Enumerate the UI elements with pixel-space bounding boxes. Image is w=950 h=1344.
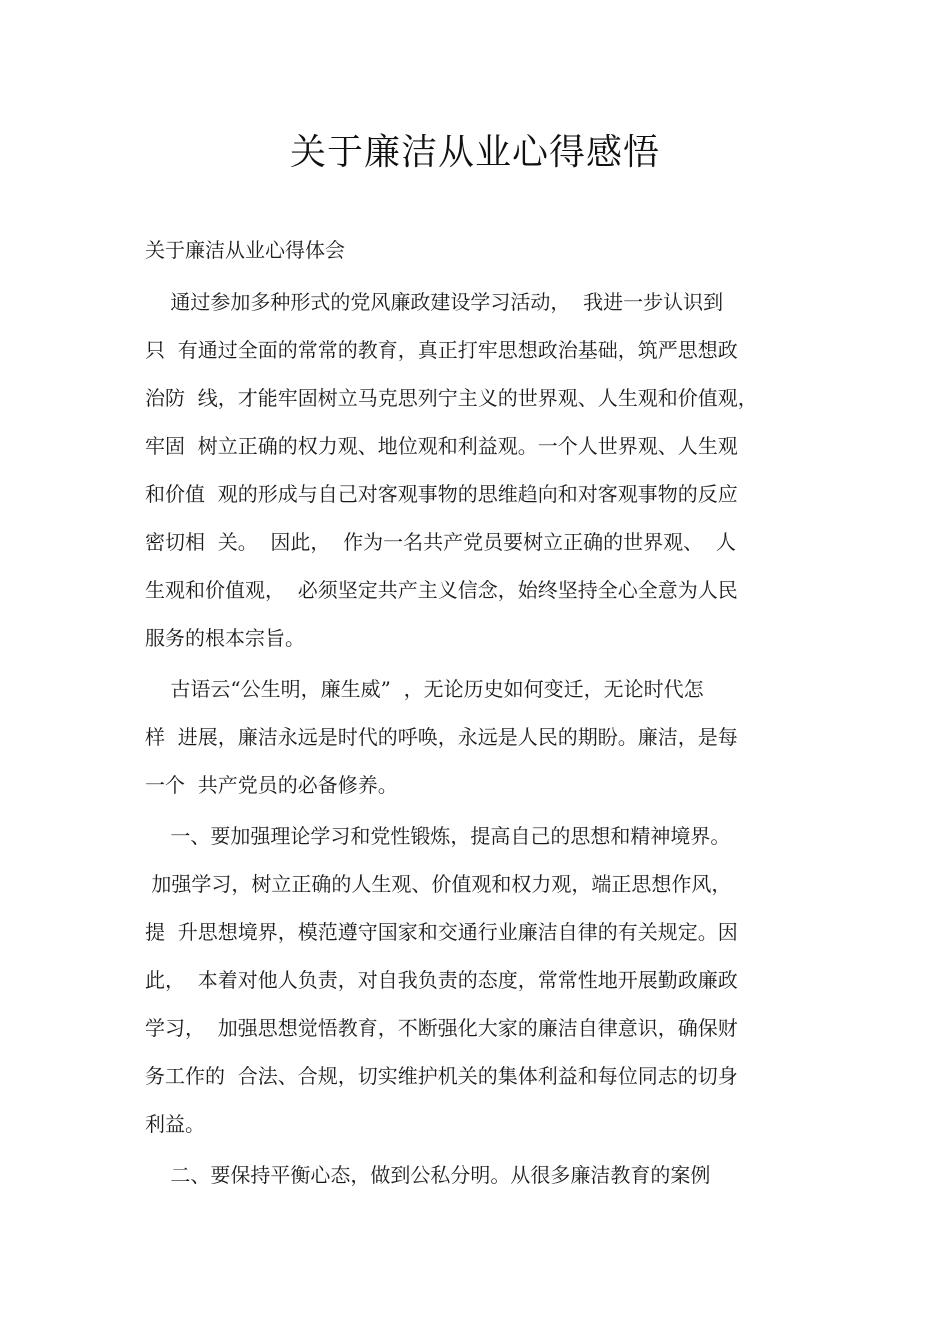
paragraph-4 [145, 1161, 825, 1209]
paragraph-line: 牢固 树立正确的权力观、地位观和利益观。一个人世界观、人生观 [145, 434, 738, 458]
paragraph-line: 密切相 关。 因此， 作为一名共产党员要树立正确的世界观、 人 [145, 530, 736, 554]
paragraph-line: 一、要加强理论学习和党性锻炼，提高自己的思想和精神境界。 [145, 824, 731, 848]
paragraph-line: 只 有通过全面的常常的教育，真正打牢思想政治基础，筑严思想政 [145, 338, 738, 362]
paragraph-line: 治防 线，才能牢固树立马克思列宁主义的世界观、人生观和价值观， [145, 386, 758, 410]
paragraph-line: 二、要保持平衡心态，做到公私分明。从很多廉洁教育的案例 [145, 1163, 711, 1187]
paragraph-2 [145, 675, 825, 819]
paragraph-line: 古语云“公生明，廉生威” ，无论历史如何变迁，无论时代怎 [145, 677, 704, 701]
document-body [145, 288, 825, 1209]
paragraph-line: 样 进展，廉洁永远是时代的呼唤，永远是人民的期盼。廉洁，是每 [145, 725, 738, 749]
paragraph-line: 服务的根本宗旨。 [145, 626, 305, 650]
paragraph-line: 生观和价值观， 必须坚定共产主义信念，始终坚持全心全意为人民 [145, 578, 738, 602]
paragraph-1 [145, 288, 825, 672]
paragraph-line: 通过参加多种形式的党风廉政建设学习活动， 我进一步认识到 [145, 290, 724, 314]
paragraph-line: 务工作的 合法、合规，切实维护机关的集体利益和每位同志的切身 [145, 1064, 738, 1088]
paragraph-line: 学习， 加强思想觉悟教育，不断强化大家的廉洁自律意识，确保财 [145, 1016, 738, 1040]
document-title: 关于廉洁从业心得感悟 [289, 132, 660, 173]
paragraph-line: 一个 共产党员的必备修养。 [145, 773, 398, 797]
paragraph-line: 加强学习，树立正确的人生观、价值观和权力观，端正思想作风， [145, 872, 732, 896]
paragraph-3 [145, 822, 825, 1158]
paragraph-line: 提 升思想境界，模范遵守国家和交通行业廉洁自律的有关规定。因 [145, 920, 738, 944]
paragraph-line: 此， 本着对他人负责，对自我负责的态度，常常性地开展勤政廉政 [145, 968, 738, 992]
paragraph-line: 和价值 观的形成与自己对客观事物的思维趋向和对客观事物的反应 [145, 482, 738, 506]
paragraph-line: 利益。 [145, 1112, 205, 1136]
document-subtitle: 关于廉洁从业心得体会 [145, 238, 345, 262]
